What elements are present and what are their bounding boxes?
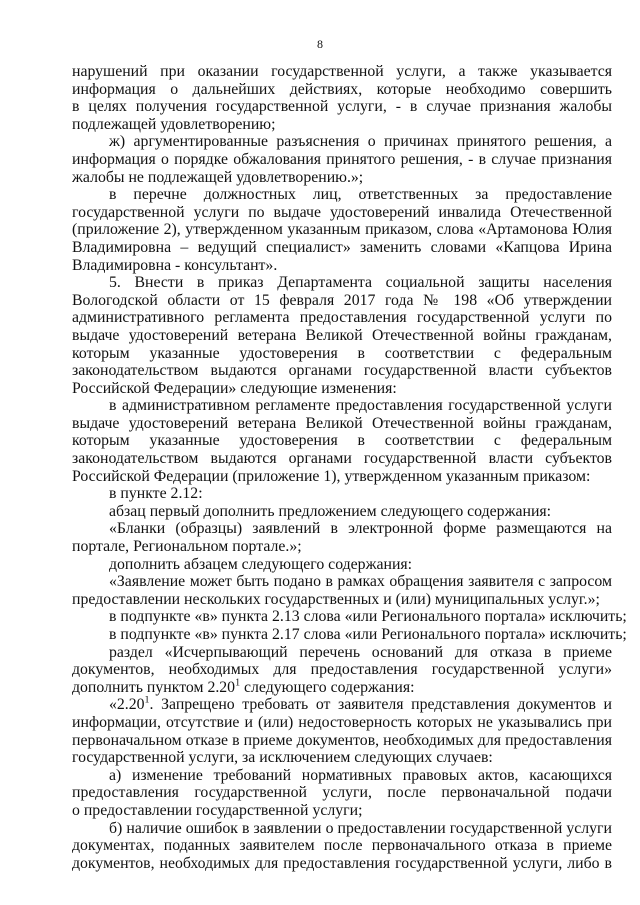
text-line: Российской Федерации (приложение 1), утвержденном указанным приказом: (72, 467, 591, 485)
text-line (72, 696, 612, 714)
text-line: в подпункте «в» пункта 2.13 слова «или Регионального портала» исключить; (109, 608, 627, 626)
text-line: документов, необходимых для предоставления государственной услуги» (72, 661, 612, 679)
document-body (72, 63, 627, 872)
text-line: Российской Федерации» следующие изменения: (72, 379, 397, 397)
text-line: Владимировна - консультант». (72, 256, 278, 274)
text-line: б) наличие ошибок в заявлении о предоставлении государственной услуги (109, 819, 612, 837)
text-line: информации, отсутствие и (или) недостоверность которых не указывались при (72, 713, 612, 731)
text-line: (приложение 2), утвержденном указанным приказом, слова «Артамонова Юлия (72, 221, 612, 239)
text-line: выдаче удостоверений ветерана Великой Отечественной войны гражданам, (72, 414, 612, 432)
text-line: Владимировна – ведущий специалист» заменить словами «Капцова Ирина (72, 238, 612, 256)
text-line: которым указанные удостоверения в соответствии с федеральным (72, 432, 612, 450)
text-segment: дополнить пунктом 2.20 (72, 678, 236, 696)
text-line: портале, Региональном портале.»; (72, 538, 302, 556)
text-line: нарушений при оказании государственной услуги, а также указывается (72, 63, 612, 80)
text-line: в пункте 2.12: (109, 485, 203, 503)
text-line: государственной услуги по выдаче удостоверений инвалида Отечественной (72, 203, 612, 221)
text-line: подлежащей удовлетворению; (72, 115, 276, 133)
text-line: предоставления государственной услуги, после первоначальной подачи (72, 784, 612, 802)
text-line: в подпункте «в» пункта 2.17 слова «или Регионального портала» исключить; (109, 626, 627, 643)
text-segment: «2.20 (109, 696, 145, 714)
text-line: раздел «Исчерпывающий перечень оснований для отказа в приеме (109, 643, 612, 661)
text-segment: следующего содержания: (240, 678, 415, 696)
text-line: «Заявление может быть подано в рамках обращения заявителя с запросом (109, 573, 612, 591)
text-line: административного регламента предоставления государственной услуги по (72, 309, 612, 327)
text-line: «Бланки (образцы) заявлений в электронной форме размещаются на (109, 520, 612, 538)
text-line: ж) аргументированные разъяснения о причинах принятого решения, а (109, 133, 612, 151)
text-line: документов, необходимых для предоставления государственной услуги, либо в (72, 854, 612, 872)
text-line: абзац первый дополнить предложением следующего содержания: (109, 502, 552, 520)
text-line: о предоставлении государственной услуги; (72, 801, 363, 819)
text-line: а) изменение требований нормативных правовых актов, касающихся (109, 766, 612, 784)
page-number: 8 (317, 37, 323, 51)
text-line: в целях получения государственной услуги, - в случае признания жалобы (72, 98, 612, 116)
text-segment: . Запрещено требовать от заявителя представления документов и (149, 696, 612, 714)
text-line: в перечне должностных лиц, ответственных за предоставление (109, 186, 612, 204)
text-line: документах, поданных заявителем после первоначального отказа в приеме (72, 837, 612, 855)
text-line (72, 679, 612, 697)
text-line: государственной услуги, за исключением следующих случаев: (72, 749, 493, 767)
text-line: законодательством выдаются органами государственной власти субъектов (72, 450, 612, 468)
text-line: жалобы не подлежащей удовлетворению.»; (72, 168, 364, 186)
text-line: выдаче удостоверений ветерана Великой Отечественной войны гражданам, (72, 326, 612, 344)
superscript: 1 (144, 696, 150, 707)
text-line: которым указанные удостоверения в соответствии с федеральным (72, 344, 612, 362)
text-line: Вологодской области от 15 февраля 2017 года № 198 «Об утверждении (72, 291, 612, 309)
text-line: в административном регламенте предоставления государственной услуги (109, 397, 612, 415)
text-line: дополнить абзацем следующего содержания: (109, 555, 413, 573)
superscript: 1 (235, 677, 241, 689)
text-line: законодательством выдаются органами государственной власти субъектов (72, 362, 612, 380)
text-line: информация о порядке обжалования принятого решения, - в случае признания (72, 150, 612, 168)
text-line: 5. Внести в приказ Департамента социальной защиты населения (109, 274, 612, 292)
text-line: первоначальном отказе в приеме документов, необходимых для предоставления (72, 731, 612, 749)
text-line: предоставлении нескольких государственных и (или) муниципальных услуг.»; (72, 590, 600, 608)
text-line: информация о дальнейших действиях, которые необходимо совершить (72, 80, 612, 98)
